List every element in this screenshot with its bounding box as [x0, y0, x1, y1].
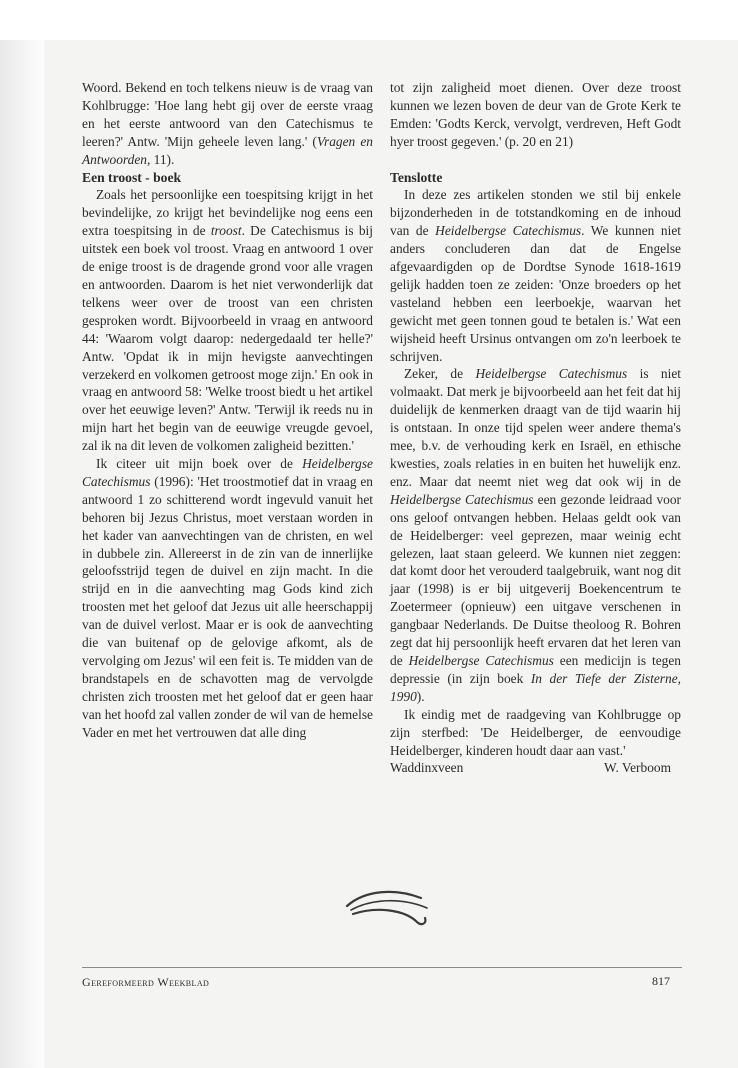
section-heading: Een troost - boek — [82, 169, 182, 185]
book-title: In der Tiefe der Zisterne, 1990 — [390, 670, 681, 704]
section-heading: Tenslotte — [390, 169, 443, 185]
place-name: Waddinxveen — [390, 760, 464, 776]
paragraph: Zoals het persoonlijke een toespitsing krijgt in het bevindelijke, zo krijgt het bevindelijke nog eens een extra toespitsing in de troost. De Catechismus is bij uitstek een boek vol troost. Vraag en antwoord 1 over de enige troost is de dragende grond voor alle vragen en antwoorden. Daarom is het niet verwonderlijk dat telkens weer over de troost van een christen gesproken wordt. Bijvoorbeeld in vraag en antwoord 44: 'Waarom volgt daarop: nedergedaald ter helle?' Antw. 'Opdat ik in mijn hevigste aanvechtingen verzekerd en volkomen getroost moge zijn.' En ook in vraag en antwoord 58: 'Welke troost biedt u het artikel over het eeuwige leven?' Antw. 'Terwijl ik reeds nu in mijn hart het begin van de eeuwige vreugde gevoel, zal ik na dit leven de volkomen zaligheid bezitten.' — [82, 187, 374, 454]
paragraph: In deze zes artikelen stonden we stil bij enkele bijzonderheden in de totstandkoming en de inhoud van de Heidelbergse Catechismus. We kunnen niet anders concluderen dan dat de Engelse afgevaardigden op de Dordtse Synode 1618-1619 gelijk hadden toen ze zeiden: 'Onze broeders op het vasteland hebben een leerboekje, waarvan het gewicht met geen tonnen goud te betalen is.' Wat een wijsheid heeft Ursinus ontvangen om zo'n leerboek te schrijven. — [390, 187, 682, 364]
paragraph: tot zijn zaligheid moet dienen. Over deze troost kunnen we lezen boven de deur van de Grote Kerk te Emden: 'Godts Kerck, vervolgt, verdreven, Heft Godt hyer troost gegeven.' (p. 20 en 21) — [390, 80, 681, 149]
swash-ornament-icon — [343, 884, 433, 930]
signature-line — [390, 759, 671, 777]
book-title: Heidelbergse Catechismus — [390, 491, 534, 507]
page-gutter-shadow — [0, 40, 44, 1068]
book-title: Heidelbergse Catechismus — [82, 456, 373, 489]
publication-name: Gereformeerd Weekblad — [82, 975, 210, 989]
book-title: Heidelbergse Catechismus — [475, 366, 628, 382]
footer-rule — [82, 967, 682, 968]
author-name: W. Verboom — [604, 760, 671, 776]
paragraph: Ik citeer uit mijn boek over de Heidelbergse Catechismus (1996): 'Het troostmotief dat in vraag en antwoord 1 zo schitterend wordt ingevuld vanuit het behoren bij Jezus Christus, moet verstaan worden in het kader van aanvechtingen van de christen, en wel in dubbele zin. Allereerst in de zin van de innerlijke geloofsstrijd tegen de duivel en zijn macht. In die strijd en in die aanvechting mag Gods kind zich troosten met het geloof dat Jezus uit alle heerschappij van de duivel verlost. Maar er is ook de aanvechting die van buitenaf op de gelovige afkomt, als de vervolging om Jezus' wil een feit is. Te midden van de brandstapels en de schavotten mag de vervolgde christen zich troosten met het geloof dat er geen haar van het hoofd zal vallen zonder de wil van de hemelse Vader en met het vertrouwen dat alle ding — [82, 456, 373, 740]
right-column — [390, 79, 681, 777]
book-title: Heidelbergse Catechismus — [408, 652, 554, 668]
page-number: 817 — [652, 974, 670, 988]
left-column — [82, 79, 373, 742]
paragraph: Zeker, de Heidelbergse Catechismus is niet volmaakt. Dat merk je bijvoorbeeld aan het feit dat hij duidelijk de kenmerken draagt van de tijd waarin hij is ontstaan. In onze tijd spelen weer andere thema's mee, b.v. de verhouding kerk en Israël, en ethische kwesties, zoals relaties in en buiten het huwelijk enz. enz. Maar dat neemt niet weg dat ook wij in de Heidelbergse Catechismus een gezonde leidraad voor ons geloof ontvangen hebben. Helaas geldt ook van de Heidelberger: veel geprezen, maar weinig echt gelezen, laat staan geleerd. We kunnen niet zeggen: dat komt door het verouderd taalgebruik, want nog dit jaar (1998) is er bij uitgeverij Boekencentrum te Zoetermeer (opnieuw) een uitgave verschenen in gangbaar Nederlands. De Duitse theoloog R. Bohren zegt dat hij persoonlijk heeft ervaren dat het leren van de Heidelbergse Catechismus een medicijn is tegen depressie (in zijn boek In der Tiefe der Zisterne, 1990). — [390, 366, 681, 704]
emphasis: troost — [210, 223, 242, 239]
paragraph: Woord. Bekend en toch telkens nieuw is de vraag van Kohlbrugge: 'Hoe lang hebt gij over de eerste vraag en het eerste antwoord van den Catechismus te leeren?' Antw. 'Mijn geheele leven lang.' (Vragen en Antwoorden, 11). — [82, 80, 373, 167]
book-title: Heidelbergse Catechismus — [435, 223, 582, 239]
book-title: Vragen en Antwoorden — [82, 133, 373, 167]
paragraph: Ik eindig met de raadgeving van Kohlbrugge op zijn sterfbed: 'De Heidelberger, de eenvoudige Heidelberger, kinderen houdt daar aan vast.' — [390, 706, 681, 758]
